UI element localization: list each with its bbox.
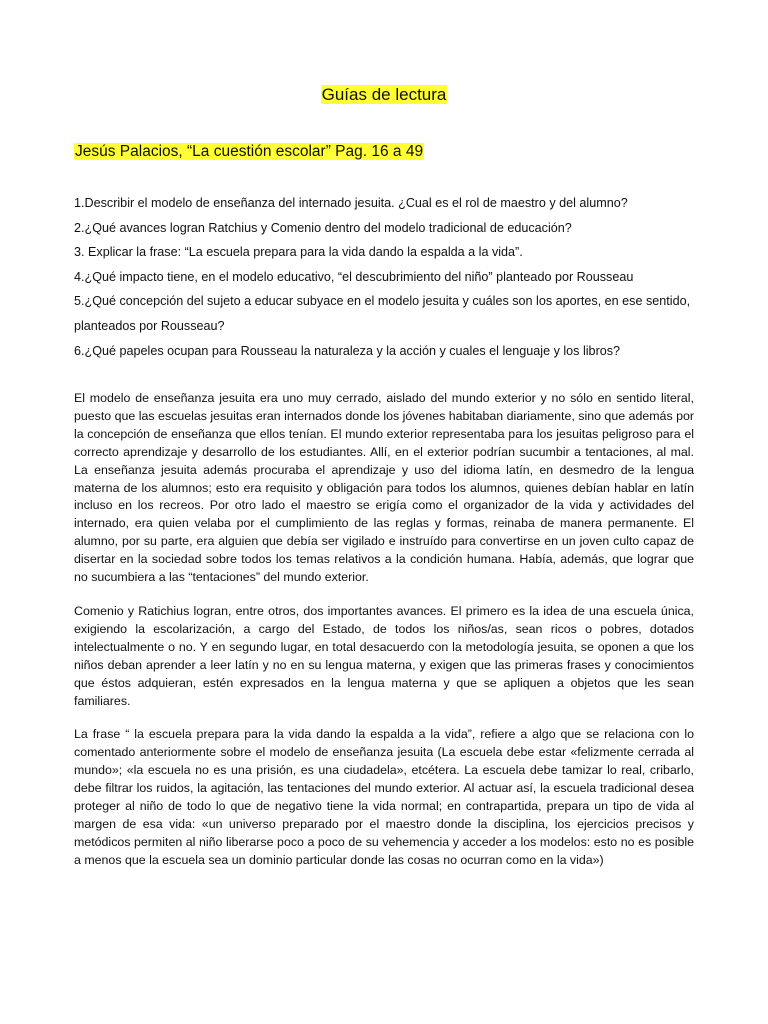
answer-paragraph: Comenio y Ratichius logran, entre otros, dos importantes avances. El primero es la idea de una escuela única, exigiendo la escolarización, a cargo del Estado, de todos los niños/as, sean ricos o pobres, dotados intelectualmente o no. Y en segundo lugar, en total desacuerdo con la metodología jesuita, se oponen a que los niños deban aprender a leer latín y no en su lengua materna, y exigen que las primeras frases y conocimientos que éstos adquieran, estén expresados en la lengua materna y que se apliquen a objetos que les sean familiares. [74, 603, 694, 708]
question-list [74, 191, 714, 363]
question-item: 5.¿Qué concepción del sujeto a educar subyace en el modelo jesuita y cuáles son los aportes, en ese sentido, planteados por Rousseau? [74, 294, 691, 333]
question-item: 3. Explicar la frase: “La escuela prepara para la vida dando la espalda a la vida”. [74, 245, 523, 260]
question-item: 4.¿Qué impacto tiene, en el modelo educativo, “el descubrimiento del niño” planteado por Rousseau [74, 269, 634, 284]
question-item: 2.¿Qué avances logran Ratchius y Comenio dentro del modelo tradicional de educación? [74, 220, 572, 235]
question-item: 1.Describir el modelo de enseñanza del internado jesuita. ¿Cual es el rol de maestro y del alumno? [74, 196, 628, 210]
answer-body [74, 390, 694, 886]
document-title [0, 84, 768, 106]
question-item: 6.¿Qué papeles ocupan para Rousseau la naturaleza y la acción y cuales el lenguaje y los libros? [74, 343, 621, 358]
document-subtitle [74, 141, 424, 163]
subtitle-highlight: Jesús Palacios, “La cuestión escolar” Pag. 16 a 49 [75, 143, 424, 160]
title-highlight: Guías de lectura [321, 85, 447, 104]
answer-paragraph: El modelo de enseñanza jesuita era uno muy cerrado, aislado del mundo exterior y no sólo en sentido literal, puesto que las escuelas jesuitas eran internados donde los jóvenes habitaban diariamente, sino que además por la concepción de enseñanza que ellos tenían. El mundo exterior representaba para los jesuitas peligroso para el correcto aprendizaje y desarrollo de los estudiantes. Allí, en el exterior podrían sucumbir a tentaciones, al mal. La enseñanza jesuita además procuraba el aprendizaje y uso del idioma latín, en desmedro de la lengua materna de los alumnos; esto era requisito y obligación para todos los alumnos, quienes debían hablar en latín incluso en los recreos. Por otro lado el maestro se erigía como el organizador de la vida y actividades del internado, era quien velaba por el cumplimiento de las reglas y formas, reinaba de manera permanente. El alumno, por su parte, era alguien que debía ser vigilado e instruído para convertirse en un joven culto capaz de disertar en la sociedad sobre todos los temas relativos a la condición humana. Había, además, que lograr que no sucumbiera a las “tentaciones” del mundo exterior. [74, 391, 694, 585]
answer-paragraph: La frase “ la escuela prepara para la vida dando la espalda a la vida”, refiere a algo que se relaciona con lo comentado anteriormente sobre el modelo de enseñanza jesuita (La escuela debe estar «felizmente cerrada al mundo»; «la escuela no es una prisión, es una ciudadela», etcétera. La escuela debe tamizar lo real, cribarlo, debe filtrar los ruidos, la agitación, las tentaciones del mundo exterior. Al actuar así, la escuela tradicional desea proteger al niño de todo lo que de negativo tiene la vida normal; en contrapartida, prepara un tipo de vida al margen de esa vida: «un universo preparado por el maestro donde la disciplina, los ejercicios precisos y metódicos permiten al niño liberarse poco a poco de su vehemencia y acceder a los modelos: esto no es posible a menos que la escuela sea un dominio particular donde las cosas no ocurran como en la vida») [74, 727, 694, 867]
